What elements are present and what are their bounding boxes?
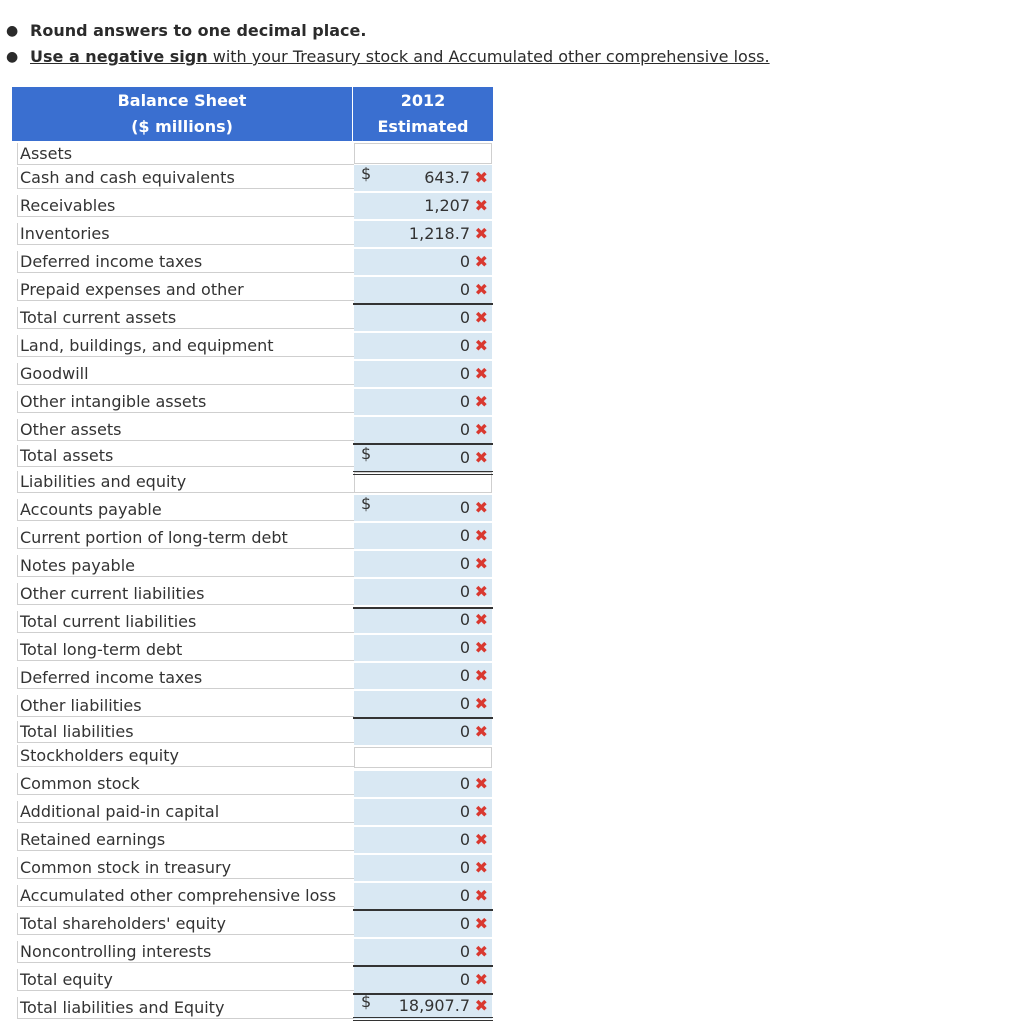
- amount-value: 0: [459, 802, 470, 821]
- incorrect-icon: ✖: [474, 420, 488, 439]
- amount-value: 0: [459, 886, 470, 905]
- amount-input[interactable]: [354, 579, 492, 605]
- row-label: Total equity: [17, 969, 354, 991]
- instruction-text: Round answers to one decimal place.: [30, 21, 367, 40]
- amount-value: 0: [459, 858, 470, 877]
- amount-value: 0: [459, 420, 470, 439]
- amount-value: 18,907.7: [398, 996, 470, 1015]
- row-label: Liabilities and equity: [17, 471, 354, 493]
- amount-input[interactable]: [354, 883, 492, 909]
- amount-input[interactable]: [354, 719, 492, 745]
- instruction-text: with your Treasury stock and Accumulated other comprehensive loss.: [207, 47, 770, 66]
- incorrect-icon: ✖: [474, 886, 488, 905]
- row-label: Common stock in treasury: [17, 857, 354, 879]
- amount-input[interactable]: [354, 827, 492, 853]
- amount-input[interactable]: [354, 551, 492, 577]
- subtotal-rule: [353, 965, 493, 967]
- amount-input[interactable]: [354, 249, 492, 275]
- currency-symbol: $: [361, 164, 372, 183]
- subtotal-rule: [353, 443, 493, 445]
- amount-value: 0: [459, 498, 470, 517]
- row-label: Other intangible assets: [17, 391, 354, 413]
- row-label: Deferred income taxes: [17, 251, 354, 273]
- amount-value: 0: [459, 448, 470, 467]
- incorrect-icon: ✖: [474, 168, 488, 187]
- row-label: Additional paid-in capital: [17, 801, 354, 823]
- amount-value: 0: [459, 638, 470, 657]
- subtotal-rule: [353, 607, 493, 609]
- incorrect-icon: ✖: [474, 830, 488, 849]
- row-label: Total current assets: [17, 307, 354, 329]
- incorrect-icon: ✖: [474, 252, 488, 271]
- amount-value: 0: [459, 830, 470, 849]
- row-label: Other current liabilities: [17, 583, 354, 605]
- total-double-rule: [353, 471, 493, 475]
- amount-value: 0: [459, 336, 470, 355]
- amount-input[interactable]: [354, 361, 492, 387]
- incorrect-icon: ✖: [474, 970, 488, 989]
- amount-input[interactable]: [354, 607, 492, 633]
- instruction-item: [0, 18, 1010, 44]
- amount-input[interactable]: [354, 277, 492, 303]
- amount-value: 0: [459, 526, 470, 545]
- row-label: Total liabilities: [17, 721, 354, 743]
- currency-symbol: $: [361, 992, 372, 1011]
- amount-value: 0: [459, 392, 470, 411]
- amount-input[interactable]: [354, 911, 492, 937]
- row-label: Total liabilities and Equity: [17, 997, 354, 1019]
- amount-input[interactable]: [354, 445, 492, 471]
- total-double-rule: [353, 1017, 493, 1021]
- incorrect-icon: ✖: [474, 638, 488, 657]
- row-label: Common stock: [17, 773, 354, 795]
- balance-sheet-table: [12, 87, 493, 1027]
- amount-value: 0: [459, 252, 470, 271]
- row-label: Inventories: [17, 223, 354, 245]
- amount-input[interactable]: [354, 495, 492, 521]
- amount-input[interactable]: [354, 771, 492, 797]
- incorrect-icon: ✖: [474, 498, 488, 517]
- amount-value: 0: [459, 722, 470, 741]
- amount-input[interactable]: [354, 417, 492, 443]
- row-label: Assets: [17, 143, 354, 165]
- subtotal-rule: [353, 717, 493, 719]
- amount-input[interactable]: [354, 333, 492, 359]
- incorrect-icon: ✖: [474, 942, 488, 961]
- incorrect-icon: ✖: [474, 448, 488, 467]
- amount-value: 0: [459, 942, 470, 961]
- incorrect-icon: ✖: [474, 914, 488, 933]
- row-label: Stockholders equity: [17, 745, 354, 767]
- amount-input[interactable]: [354, 389, 492, 415]
- amount-value: 1,218.7: [408, 224, 470, 243]
- instructions: [0, 18, 1010, 70]
- header-year: 2012: [400, 91, 446, 110]
- incorrect-icon: ✖: [474, 392, 488, 411]
- amount-input[interactable]: [354, 799, 492, 825]
- amount-value: 0: [459, 280, 470, 299]
- row-label: Land, buildings, and equipment: [17, 335, 354, 357]
- row-label: Accumulated other comprehensive loss: [17, 885, 354, 907]
- amount-input[interactable]: [354, 967, 492, 993]
- amount-input[interactable]: [354, 855, 492, 881]
- amount-input[interactable]: [354, 523, 492, 549]
- row-label: Goodwill: [17, 363, 354, 385]
- incorrect-icon: ✖: [474, 774, 488, 793]
- header-year-sub: Estimated: [377, 117, 469, 136]
- row-label: Notes payable: [17, 555, 354, 577]
- amount-value: 0: [459, 666, 470, 685]
- incorrect-icon: ✖: [474, 224, 488, 243]
- incorrect-icon: ✖: [474, 858, 488, 877]
- amount-value: 0: [459, 970, 470, 989]
- amount-value: 0: [459, 610, 470, 629]
- bullet-icon: ●: [6, 23, 19, 39]
- incorrect-icon: ✖: [474, 308, 488, 327]
- currency-symbol: $: [361, 494, 372, 513]
- amount-input[interactable]: [354, 939, 492, 965]
- amount-input[interactable]: [354, 635, 492, 661]
- row-label: Other assets: [17, 419, 354, 441]
- row-label: Receivables: [17, 195, 354, 217]
- row-label: Retained earnings: [17, 829, 354, 851]
- amount-value: 643.7: [424, 168, 470, 187]
- bullet-icon: ●: [6, 49, 19, 65]
- incorrect-icon: ✖: [474, 526, 488, 545]
- row-label: Total shareholders' equity: [17, 913, 354, 935]
- header-title: Balance Sheet: [117, 91, 247, 110]
- row-label: Noncontrolling interests: [17, 941, 354, 963]
- incorrect-icon: ✖: [474, 554, 488, 573]
- instruction-emphasis: Use a negative sign: [30, 47, 208, 66]
- subtotal-rule: [353, 303, 493, 305]
- amount-input[interactable]: [354, 691, 492, 717]
- empty-cell: [354, 747, 492, 768]
- currency-symbol: $: [361, 444, 372, 463]
- amount-value: 0: [459, 364, 470, 383]
- header-units: ($ millions): [131, 117, 233, 136]
- incorrect-icon: ✖: [474, 996, 488, 1015]
- amount-input[interactable]: [354, 221, 492, 247]
- amount-value: 0: [459, 582, 470, 601]
- incorrect-icon: ✖: [474, 610, 488, 629]
- incorrect-icon: ✖: [474, 196, 488, 215]
- incorrect-icon: ✖: [474, 802, 488, 821]
- incorrect-icon: ✖: [474, 582, 488, 601]
- row-label: Other liabilities: [17, 695, 354, 717]
- incorrect-icon: ✖: [474, 694, 488, 713]
- row-label: Total current liabilities: [17, 611, 354, 633]
- row-label: Prepaid expenses and other: [17, 279, 354, 301]
- amount-input[interactable]: [354, 993, 492, 1019]
- incorrect-icon: ✖: [474, 722, 488, 741]
- column-header-year: [353, 87, 493, 141]
- empty-cell: [354, 143, 492, 164]
- column-header-label: [12, 87, 352, 141]
- amount-value: 0: [459, 554, 470, 573]
- amount-value: 1,207: [424, 196, 470, 215]
- row-label: Cash and cash equivalents: [17, 167, 354, 189]
- amount-input[interactable]: [354, 663, 492, 689]
- amount-input[interactable]: [354, 305, 492, 331]
- incorrect-icon: ✖: [474, 364, 488, 383]
- incorrect-icon: ✖: [474, 666, 488, 685]
- instruction-item: [0, 44, 1010, 70]
- amount-value: 0: [459, 914, 470, 933]
- row-label: Accounts payable: [17, 499, 354, 521]
- incorrect-icon: ✖: [474, 336, 488, 355]
- subtotal-rule: [353, 993, 493, 995]
- amount-input[interactable]: [354, 193, 492, 219]
- row-label: Current portion of long-term debt: [17, 527, 354, 549]
- incorrect-icon: ✖: [474, 280, 488, 299]
- amount-input[interactable]: [354, 165, 492, 191]
- row-label: Deferred income taxes: [17, 667, 354, 689]
- amount-value: 0: [459, 774, 470, 793]
- subtotal-rule: [353, 909, 493, 911]
- row-label: Total long-term debt: [17, 639, 354, 661]
- row-label: Total assets: [17, 445, 354, 467]
- amount-value: 0: [459, 694, 470, 713]
- amount-value: 0: [459, 308, 470, 327]
- empty-cell: [354, 472, 492, 493]
